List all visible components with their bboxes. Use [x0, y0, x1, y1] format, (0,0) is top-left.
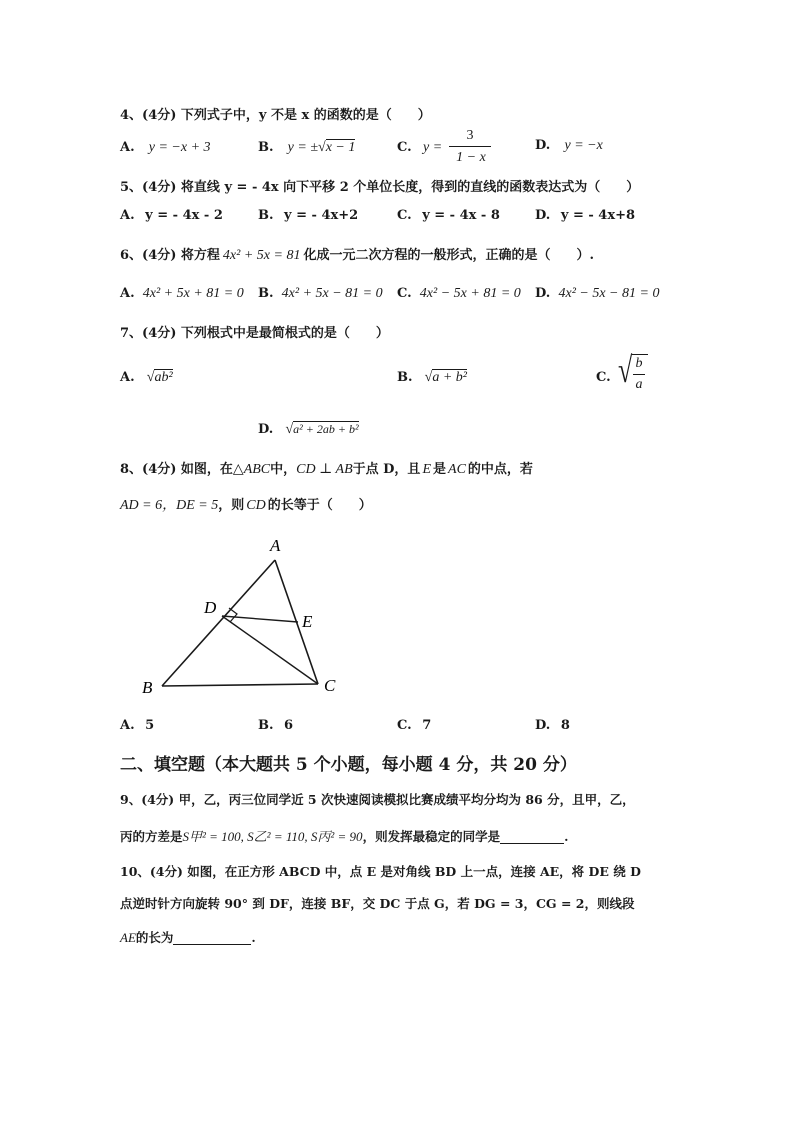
- q10-line3: [120, 928, 256, 946]
- label-d: D: [204, 598, 217, 617]
- q8-option-c[interactable]: [397, 718, 431, 733]
- radicand: a + b²: [432, 370, 467, 385]
- q8-option-a[interactable]: [120, 718, 154, 733]
- sqrt-sign: √: [618, 350, 633, 391]
- q8-seg-cd: CD: [246, 498, 266, 513]
- label-c: C: [324, 676, 336, 695]
- q10-text: 的长为: [135, 930, 174, 945]
- option-label: C.: [397, 718, 412, 733]
- q6-option-a[interactable]: [120, 286, 244, 302]
- sqrt-sign: √: [318, 140, 326, 155]
- option-expr: y = −x + 3: [148, 140, 211, 155]
- label-b: B: [142, 678, 153, 697]
- option-label: B.: [397, 370, 413, 385]
- q5-option-a[interactable]: [120, 208, 223, 223]
- q4-stem: 4、(4分) 下列式子中，y 不是 x 的函数的是（ ）: [120, 108, 431, 123]
- q8-line2: [120, 494, 372, 514]
- segment-ab: [162, 560, 275, 686]
- q6-option-d[interactable]: [535, 286, 659, 302]
- q8-text: 是: [433, 462, 447, 477]
- sqrt-sign: √: [424, 370, 433, 385]
- q7-option-d[interactable]: [258, 422, 359, 438]
- q8-text: 的长等于（ ）: [267, 498, 372, 513]
- sqrt-sign: √: [146, 370, 155, 385]
- option-label: B.: [258, 208, 274, 223]
- option-expr: 4x² − 5x − 81 = 0: [558, 286, 660, 301]
- option-label: A.: [120, 718, 135, 733]
- sqrt-bar: [632, 354, 648, 355]
- option-expr: 4x² − 5x + 81 = 0: [419, 286, 521, 301]
- option-label: D.: [535, 286, 551, 301]
- q9-line1: 9、(4分) 甲，乙，丙三位同学近 5 次快速阅读模拟比赛成绩平均分均为 86 分，且甲，乙，: [120, 792, 635, 807]
- q9-text: ，则发挥最稳定的同学是: [362, 829, 501, 844]
- option-label: D.: [535, 208, 551, 223]
- q9-text: 丙的方差是: [120, 829, 183, 844]
- q8-text: ，则: [218, 498, 245, 513]
- option-label: C.: [397, 140, 412, 155]
- option-expr: y = ±: [287, 140, 319, 155]
- sqrt-sign: √: [285, 422, 294, 437]
- fraction-numerator: 3: [466, 128, 474, 143]
- q5-stem: 5、(4分) 将直线 y = - 4x 向下平移 2 个单位长度，得到的直线的函数表达式为（ ）: [120, 180, 640, 195]
- q10-line1: 10、(4分) 如图，在正方形 ABCD 中，点 E 是对角线 BD 上一点，连接 AE，将 DE 绕 D: [120, 864, 641, 879]
- option-label: D.: [258, 422, 274, 437]
- q6-stem: [120, 244, 594, 264]
- q8-text: 的中点，若: [467, 462, 533, 477]
- q8-seg-ac: AC: [448, 462, 466, 477]
- fraction-numerator: b: [635, 356, 643, 371]
- option-label: D.: [535, 718, 551, 733]
- q8-perp: CD ⊥ AB: [296, 462, 353, 477]
- q8-option-b[interactable]: [258, 718, 293, 733]
- fraction-bar: [449, 146, 491, 147]
- option-expr: y = - 4x+8: [560, 208, 636, 223]
- option-label: A.: [120, 140, 135, 155]
- q10-line2: 点逆时针方向旋转 90° 到 DF，连接 BF，交 DC 于点 G，若 DG = 3，CG = 2，则线段: [120, 896, 635, 911]
- q8-text: 于点 D，且: [352, 462, 421, 477]
- q4-option-d[interactable]: [535, 138, 603, 154]
- q6-stem-post: 化成一元二次方程的一般形式，正确的是（ ）.: [303, 248, 594, 263]
- option-expr: y = - 4x - 8: [422, 208, 500, 223]
- q9-answer-blank[interactable]: [500, 829, 564, 844]
- option-label: A.: [120, 208, 135, 223]
- radicand: a² + 2ab + b²: [293, 422, 359, 436]
- q7-option-b[interactable]: [397, 370, 467, 386]
- q9-line2: [120, 826, 568, 845]
- option-value: 7: [422, 718, 432, 733]
- option-label: A.: [120, 370, 135, 385]
- option-expr: 4x² + 5x − 81 = 0: [281, 286, 383, 301]
- option-label: A.: [120, 286, 135, 301]
- option-expr: y =: [423, 140, 443, 155]
- q10-text: .: [251, 930, 256, 945]
- q8-text: 中，: [270, 462, 297, 477]
- radicand: x − 1: [325, 140, 356, 155]
- option-label: C.: [397, 286, 412, 301]
- q8-condition: AD = 6，DE = 5: [120, 498, 219, 513]
- option-expr: 4x² + 5x + 81 = 0: [142, 286, 244, 301]
- option-label: B.: [258, 140, 274, 155]
- q9-variances: S甲² = 100, S乙² = 110, S丙² = 90: [182, 829, 363, 844]
- radicand: ab²: [154, 370, 173, 385]
- q7-option-a[interactable]: [120, 370, 173, 386]
- option-expr: y = - 4x+2: [284, 208, 359, 223]
- q5-option-d[interactable]: [535, 208, 635, 223]
- option-label: B.: [258, 718, 274, 733]
- q8-triangle: △ABC: [232, 462, 271, 477]
- q8-line1: [120, 458, 533, 478]
- label-e: E: [302, 612, 313, 631]
- fraction-bar: [633, 374, 645, 375]
- q7-stem: 7、(4分) 下列根式中是最简根式的是（ ）: [120, 326, 389, 341]
- option-expr: y = - 4x - 2: [145, 208, 223, 223]
- q8-option-d[interactable]: [535, 718, 570, 733]
- segment-bc: [162, 684, 318, 686]
- option-label: B.: [258, 286, 274, 301]
- q8-text: 8、(4分) 如图，在: [120, 462, 233, 477]
- q4-option-a[interactable]: [120, 140, 211, 156]
- option-label: D.: [535, 138, 551, 153]
- fraction-denominator: a: [635, 377, 643, 392]
- option-label: C.: [596, 370, 611, 385]
- label-a: A: [270, 536, 281, 555]
- q5-option-c[interactable]: [397, 208, 500, 223]
- option-label: C.: [397, 208, 412, 223]
- q6-option-c[interactable]: [397, 286, 521, 302]
- q4-option-b[interactable]: [258, 140, 355, 156]
- option-value: 8: [560, 718, 570, 733]
- q10-answer-blank[interactable]: [173, 930, 251, 945]
- q8-triangle-figure: [130, 530, 360, 705]
- q6-option-b[interactable]: [258, 286, 383, 302]
- q5-option-b[interactable]: [258, 208, 358, 223]
- option-value: 5: [145, 718, 155, 733]
- q9-text: .: [564, 829, 569, 844]
- q6-stem-pre: 6、(4分) 将方程: [120, 248, 220, 263]
- q10-seg-ae: AE: [120, 930, 136, 945]
- section-2-title: 二、填空题（本大题共 5 个小题，每小题 4 分，共 20 分）: [120, 755, 577, 775]
- option-value: 6: [284, 718, 294, 733]
- fraction-denominator: 1 − x: [456, 150, 486, 165]
- option-expr: y = −x: [564, 138, 603, 153]
- q6-equation: 4x² + 5x = 81: [222, 248, 301, 263]
- q8-point-e: E: [422, 462, 431, 477]
